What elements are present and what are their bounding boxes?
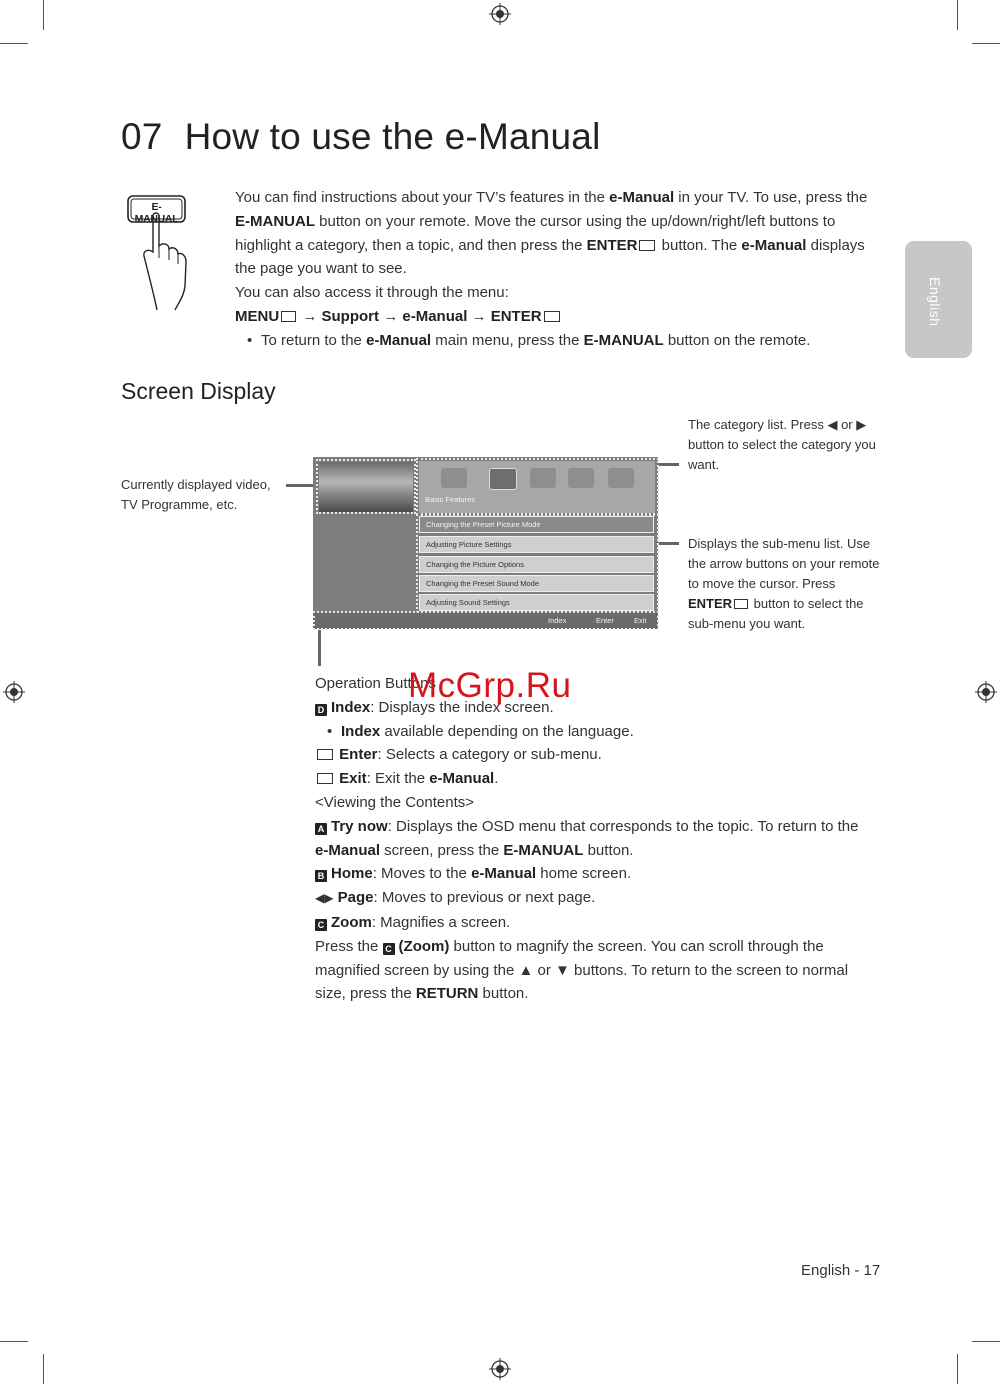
op-text: : Moves to the [372, 865, 472, 883]
language-side-tab [905, 241, 972, 358]
op-text: button to magnify the screen. You can scroll through the magnified screen by using the [315, 937, 824, 979]
bullet-text: button on the remote. [663, 331, 811, 349]
op-text: : Displays the OSD menu that corresponds to the topic. To return to the [387, 817, 859, 835]
op-keyword: Try now [331, 817, 388, 835]
op-text: : Exit the [366, 770, 430, 788]
op-enter-line [315, 743, 875, 767]
submenu-item: Adjusting Sound Settings [419, 594, 654, 611]
crop-mark [972, 1341, 1000, 1342]
menu-path [235, 305, 883, 329]
category-label: Basic Features [425, 495, 476, 504]
down-arrow-icon: ▼ [555, 961, 570, 979]
chapter-title-text: How to use the e-Manual [184, 116, 601, 157]
a-key-icon: A [315, 823, 327, 835]
leader-line [657, 542, 679, 545]
op-text: or [533, 961, 555, 979]
op-text: buttons. To return to the screen to normal size, press the [315, 961, 849, 1003]
callout-text: Displays the sub-menu list. Use the arrow buttons on your remote to move the cursor. Press [688, 536, 880, 591]
callout-submenu [688, 534, 883, 634]
category-icon-selected [489, 468, 517, 490]
intro-text-run: button. The [657, 236, 742, 254]
b-key-icon: B [315, 870, 327, 882]
callout-text: The category list. Press [688, 417, 828, 432]
bullet-keyword: e-Manual [366, 331, 432, 349]
menu-path-menu: MENU [235, 307, 280, 325]
op-text: . [494, 770, 499, 788]
registration-mark-icon [3, 681, 25, 703]
left-right-arrow-icon: ◀▶ [315, 891, 334, 906]
index-bullet [315, 720, 875, 744]
op-keyword: Index [331, 698, 371, 716]
op-keyword: e-Manual [471, 865, 537, 883]
enter-icon [544, 311, 560, 322]
registration-mark-icon [489, 3, 511, 25]
op-keyword: Enter [339, 746, 378, 764]
op-text: button. [478, 985, 529, 1003]
menu-path-enter: ENTER [490, 307, 542, 325]
op-keyword: Index [341, 722, 381, 740]
submenu-frame-outline [416, 514, 659, 613]
operation-buttons-text [315, 672, 875, 1006]
op-text: screen, press the [380, 841, 504, 859]
enter-icon [317, 749, 333, 760]
hand-pressing-remote-icon [127, 194, 189, 312]
watermark: McGrp.Ru [408, 666, 572, 705]
op-text: available depending on the language. [380, 722, 634, 740]
c-key-icon: C [315, 919, 327, 931]
chapter-number: 07 [121, 116, 163, 157]
op-keyword: RETURN [415, 985, 479, 1003]
op-text: : Selects a category or sub-menu. [377, 746, 602, 764]
leader-line [657, 463, 679, 466]
op-index: Index [548, 616, 567, 625]
op-text: Press the [315, 937, 383, 955]
op-keyword: e-Manual [315, 841, 381, 859]
intro-text-run: in your TV. To use, press the [674, 189, 868, 206]
arrow-icon: → [302, 307, 318, 325]
op-keyword: Home [331, 865, 373, 883]
category-icon [608, 468, 634, 488]
op-keyword: Page [337, 889, 374, 907]
arrow-icon: → [383, 307, 399, 325]
bullet-text: To return to the [261, 331, 367, 349]
leader-line [318, 630, 321, 666]
callout-text: or [837, 417, 857, 432]
intro-paragraph [235, 186, 883, 281]
op-text: button. [583, 841, 634, 859]
up-arrow-icon: ▲ [518, 961, 534, 979]
d-key-icon: D [315, 704, 327, 716]
menu-path-support: Support [321, 307, 380, 325]
submenu-item: Changing the Picture Options [419, 556, 654, 573]
crop-mark [43, 0, 44, 30]
crop-mark [0, 43, 28, 44]
op-index-line [315, 696, 875, 720]
category-icon [530, 468, 556, 488]
intro-keyword: e-Manual [609, 189, 675, 206]
op-text: : Displays the index screen. [370, 698, 554, 716]
op-exit-line [315, 767, 875, 791]
crop-mark [972, 43, 1000, 44]
callout-keyword: ENTER [688, 596, 733, 611]
viewing-contents: <Viewing the Contents> [315, 793, 475, 811]
intro-keyword: ENTER [586, 236, 638, 254]
callout-category [688, 415, 878, 475]
op-keyword: (Zoom) [398, 937, 450, 955]
category-icon [441, 468, 467, 488]
registration-mark-icon [975, 681, 997, 703]
crop-mark [957, 0, 958, 30]
op-try-now-line [315, 815, 875, 863]
operation-heading: Operation Buttons [315, 675, 436, 692]
op-text: home screen. [536, 865, 632, 883]
crop-mark [43, 1354, 44, 1384]
intro-keyword: e-Manual [741, 236, 807, 254]
menu-icon [281, 311, 296, 322]
bullet-keyword: E-MANUAL [583, 331, 664, 349]
intro-text-run: displays the page you want to see. [235, 236, 865, 278]
crop-mark [957, 1354, 958, 1384]
video-frame-outline [316, 459, 416, 514]
submenu-item: Adjusting Picture Settings [419, 536, 654, 553]
crop-mark [0, 1341, 28, 1342]
intro-text-run: You can find instructions about your TV’s features in the [235, 189, 610, 206]
callout-text: button to select the category you want. [688, 437, 876, 472]
op-text: : Moves to previous or next page. [373, 889, 596, 907]
e-manual-button-label: E-MANUAL [134, 201, 179, 225]
return-bullet [235, 329, 883, 353]
enter-icon [639, 240, 655, 251]
category-icon [568, 468, 594, 488]
section-heading: Screen Display [121, 378, 276, 404]
op-keyword: Zoom [331, 913, 372, 931]
intro-text-run: button on your remote. Move the cursor using the up/down/right/left buttons to highlight a category, then a topic, and then press the [235, 212, 836, 254]
chapter-title [121, 116, 601, 158]
intro-keyword: E-MANUAL [235, 212, 315, 230]
c-key-icon: C [383, 943, 395, 955]
callout-video: Currently displayed video, TV Programme, etc. [121, 477, 271, 512]
op-keyword: e-Manual [429, 770, 495, 788]
op-exit: Exit [634, 616, 647, 625]
page-footer: English - 17 [801, 1262, 881, 1279]
op-zoom-line [315, 911, 875, 935]
bullet-text: main menu, press the [431, 331, 584, 349]
op-keyword: Exit [339, 770, 367, 788]
left-arrow-icon: ◀ [827, 417, 838, 432]
op-keyword: E-MANUAL [503, 841, 584, 859]
side-tab-label: English [927, 277, 943, 327]
menu-path-emanual: e-Manual [402, 307, 468, 325]
intro-text [235, 186, 883, 353]
right-arrow-icon: ▶ [856, 417, 867, 432]
op-page-line [315, 886, 875, 911]
zoom-note [315, 935, 875, 1006]
intro-menu-access: You can also access it through the menu: [235, 284, 509, 302]
op-text: : Magnifies a screen. [371, 913, 511, 931]
arrow-icon: → [471, 307, 487, 325]
registration-mark-icon [489, 1358, 511, 1380]
op-enter: Enter [596, 616, 614, 625]
op-home-line [315, 862, 875, 886]
enter-icon [734, 599, 748, 609]
exit-icon [317, 773, 333, 784]
submenu-item: Changing the Preset Picture Mode [419, 516, 654, 533]
callout-text: button to select the sub-menu you want. [688, 596, 864, 631]
submenu-item: Changing the Preset Sound Mode [419, 575, 654, 592]
